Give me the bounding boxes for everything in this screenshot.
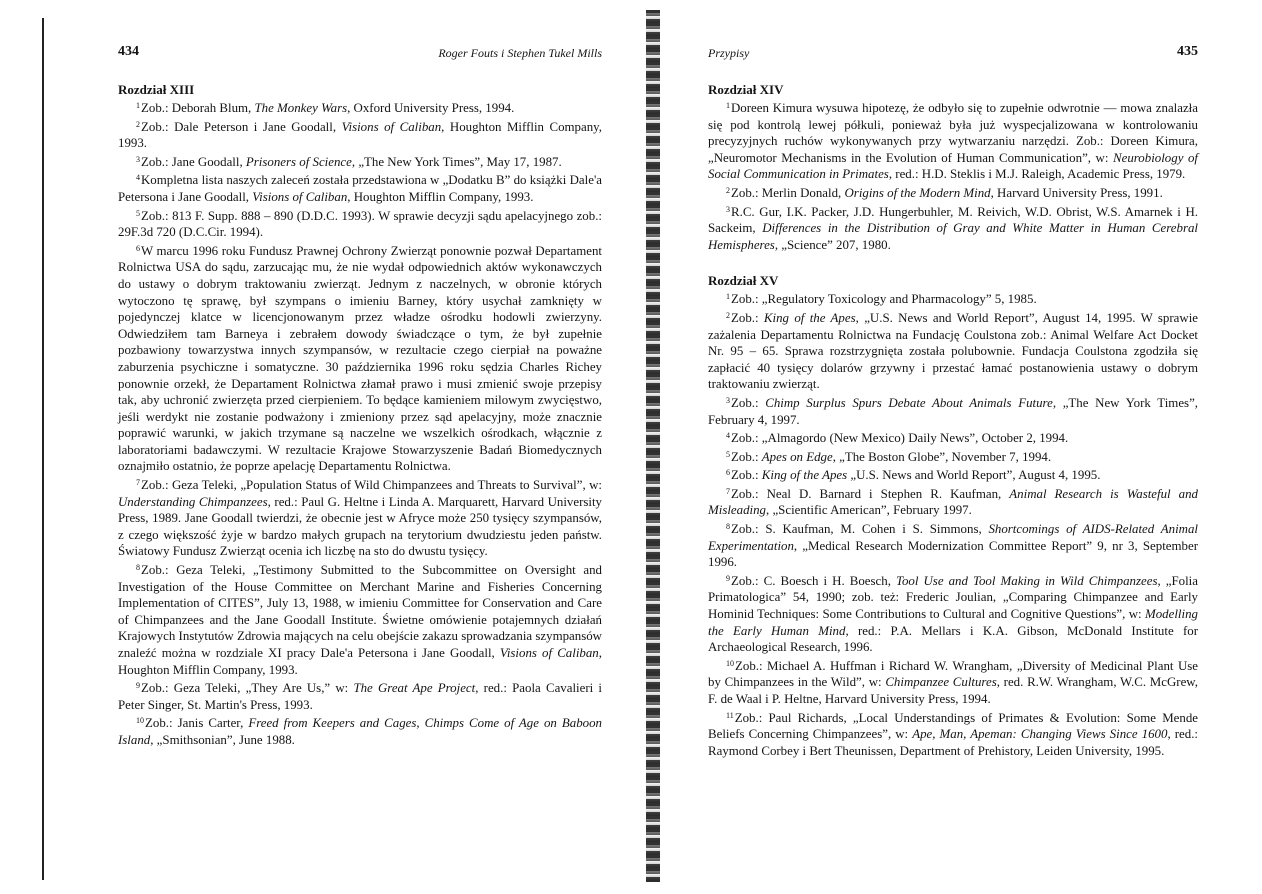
footnote-text: Zob.: S. Kaufman, M. Cohen i S. Simmons,	[731, 522, 989, 537]
footnote-text: , Houghton Mifflin Company, 1993.	[118, 646, 602, 677]
footnote-text: Zob.:	[731, 468, 762, 483]
footnote-text: Zob.: Dale Peterson i Jane Goodall,	[141, 119, 342, 134]
footnote-text: , red.: Raymond Corbey i Bert Theunissen, Department of Prehistory, Leiden University, 1995.	[708, 727, 1198, 758]
footnote-number: 3	[136, 154, 140, 164]
page-number: 434	[118, 44, 139, 59]
footnote-title-italic: Visions of Caliban	[499, 646, 599, 660]
footnote-number: 10	[136, 716, 144, 726]
footnote	[118, 152, 602, 171]
footnote-title-italic: Ape, Man, Apeman: Changing Views Since 1600	[912, 727, 1168, 742]
footnote	[118, 560, 602, 678]
footnote-text: , red. R.W. Wrangham, W.C. McGrew, F. de Waal i P. Heltne, Harvard University Press, 1994.	[708, 675, 1199, 706]
book-gutter-shadow	[646, 10, 660, 882]
footnote-title-italic: Prisoners of Science	[245, 154, 352, 169]
footnote-title-italic: The Monkey Wars	[254, 101, 348, 115]
footnote-text: , „U.S. News and World Report”, August 14, 1995. W sprawie zażalenia Departamentu Rolnictwa na Fundację Coulstona zob.: Animal Welfare Act Docket Nr. 95 – 65. Sprawa rozstrzygnięta została polubownie. Fundacja Coulstona zgodziła się zapłacić 40 tysięcy dolarów grzywny i przestać łamać postanowienia ustawy o dobrym traktowaniu zwierząt.	[708, 310, 1199, 392]
chapter-heading: Rozdział XV	[708, 273, 779, 289]
footnote-text: , Harvard University Press, 1991.	[990, 185, 1163, 200]
footnote-text: W marcu 1996 roku Fundusz Prawnej Ochrony Zwierząt ponownie pozwał Departament Rolnictwa USA do sądu, zarzucając mu, że nie wydał odpowiednich aktów wykonawczych do ustawy o dobrym traktowaniu zwierząt. Jednym z naczelnych, w obronie których wytoczono tę sprawę, był szympans o imieniu Barney, który usychał zamknięty w pojedynczej klatce w licencjonowanym przez władze ośrodku hodowli zwierzyny. Odwiedziłem tam Barneya i zebrałem dowody świadczące o tym, że był zupełnie pozbawiony towarzystwa innych szympansów, w rezultacie czego cierpiał na poważne zaburzenia psychiczne i somatyczne. 30 października 1996 roku sędzia Charles Richey ponownie orzekł, że Departament Rolnictwa złamał prawo i musi zmienić swoje przepisy tak, aby uchronić zwierzęta przed cierpieniem. To będące kamieniem milowym zwycięstwo, jeśli werdykt nie zostanie podważony i zmieniony przez sąd apelacyjny, może znacznie poprawić warunki, w jakich trzymane są naczelne we wszelkich ośrodkach, włącznie z laboratoriami badawczymi. W rezultacie Krajowe Stowarzyszenie Badań Biomedycznych oznajmiło ostatnio, że poprze apelację Departamentu Rolnictwa.	[118, 243, 602, 474]
footnote-text: , „The Boston Globe”, November 7, 1994.	[832, 449, 1052, 464]
footnote-text: , Oxford University Press, 1994.	[347, 101, 515, 115]
footnote-text: , „Medical Research Modernization Committee Report” 9, nr 3, September 1996.	[708, 538, 1198, 570]
footnote-text: , „The New York Times”, May 17, 1987.	[351, 154, 562, 169]
footnote-number: 9	[136, 681, 140, 691]
footnote-title-italic: Chimpanzee Cultures	[885, 675, 997, 690]
footnote-text: , red.: H.D. Steklis i M.J. Raleigh, Academic Press, 1979.	[888, 167, 1186, 182]
footnote-title-italic: The Great Ape Project	[353, 681, 476, 696]
footnote	[708, 308, 1198, 393]
footnote-title-italic: King of the Apes	[763, 310, 856, 325]
footnote-title-italic: Shortcomings of AIDS-Related Animal Experimentation	[708, 522, 1198, 553]
footnote-title-italic: Differences in the Distribution of Gray and White Matter in Human Cerebral Hemispheres	[708, 221, 1198, 252]
footnote-title-italic: Neurobiology of Social Communication in Primates	[708, 150, 1198, 182]
footnote	[118, 241, 602, 475]
right-page	[708, 44, 1198, 759]
scan-edge-line	[42, 18, 44, 880]
chapter-heading: Rozdział XIII	[118, 82, 195, 97]
footnote-number: 5	[726, 449, 730, 459]
footnote-text: Zob.: Geza Teleki, „They Are Us,” w:	[141, 681, 354, 696]
footnote-number: 7	[136, 478, 140, 488]
footnote	[118, 475, 602, 560]
footnote-number: 2	[726, 185, 730, 195]
footnote-list	[708, 98, 1198, 253]
footnote-text: Zob.: „Almagordo (New Mexico) Daily News”, October 2, 1994.	[731, 431, 1069, 446]
running-head: Przypisy	[708, 46, 750, 60]
footnote-number: 3	[726, 204, 730, 214]
footnote-text: Zob.: C. Boesch i H. Boesch,	[731, 573, 896, 588]
footnote-text: Kompletna lista naszych zaleceń została przedstawiona w „Dodatku B” do książki Dale'a Petersona i Jane Goodall,	[118, 173, 602, 204]
footnote-text: Zob.: Paul Richards, „Local Understandings of Primates & Evolution: Some Mende Beliefs Concerning Chimpanzees”, w:	[708, 710, 1198, 742]
footnote	[708, 465, 1198, 484]
footnote	[708, 428, 1198, 447]
footnote-number: 11	[726, 710, 734, 720]
footnote	[708, 289, 1198, 308]
footnote-text: Zob.: Geza Teleki, „Testimony Submitted to the Subcommittee on Oversight and Investigation of the House Committee on Merchant Marine and Fisheries Concerning Implementation of CITES”, July 13, 1988, w imieniu Committee for Conservation and Care of Chimpanzees and the Jane Goodall Institute. Świetne omówienie potajemnych działań Krajowych Instytutów Zdrowia mających na celu obejście zakazu sprowadzania szympansów znaleźć można w rozdziale XI pracy Dale'a Petersona i Jane Goodall,	[118, 563, 602, 660]
footnote-text: Zob.: Jane Goodall,	[141, 154, 246, 169]
footnote	[118, 170, 602, 205]
left-page-header	[118, 44, 602, 64]
page-number: 435	[1177, 44, 1198, 59]
footnote-text: R.C. Gur, I.K. Packer, J.D. Hungerbuhler, M. Reivich, W.D. Obrist, W.S. Amarnek i H. Sackeim,	[708, 204, 1198, 236]
footnote-number: 6	[136, 243, 140, 253]
footnote-title-italic: Tool Use and Tool Making in Wild Chimpanzees	[895, 573, 1158, 588]
footnote-title-italic: Freed from Keepers and Cages, Chimps Come of Age on Baboon Island	[118, 716, 602, 747]
footnote-title-italic: Chimp Surplus Spurs Debate About Animals Future	[765, 395, 1053, 410]
footnote-number: 1	[136, 101, 140, 110]
footnote-number: 9	[726, 573, 730, 583]
footnote	[708, 202, 1198, 254]
footnote-text: „U.S. News and World Report”, August 4, 1995.	[847, 468, 1101, 483]
footnote-number: 10	[726, 658, 734, 668]
footnote-text: Zob.: Merlin Donald,	[731, 185, 845, 200]
footnote-text: Zob.:	[731, 395, 766, 410]
left-page	[118, 44, 602, 749]
footnote-text: , „The New York Times”, February 4, 1997.	[708, 395, 1199, 427]
footnote-number: 6	[726, 468, 730, 478]
footnote-number: 1	[726, 292, 730, 302]
footnote-text: , „Science” 207, 1980.	[774, 237, 891, 252]
footnote-text: Doreen Kimura wysuwa hipotezę, że odbyło się to zupełnie odwrotnie — mowa znalazła się pod kontrolą lewej półkuli, ponieważ była już wyspecjalizowana w kontrolowaniu precyzyjnych ruchów wykonywanych przy wytwarzaniu narzędzi. Zob.: Doreen Kimura, „Neuromotor Mechanisms in the Evolution of Human Communication”, w:	[708, 101, 1198, 165]
footnote-text: Zob.: Geza Teleki, „Population Status of Wild Chimpanzees and Threats to Survival”, w:	[141, 478, 602, 493]
footnote-text: Zob.: Neal D. Barnard i Stephen R. Kaufman,	[731, 486, 1010, 501]
footnote-text: Zob.: „Regulatory Toxicology and Pharmacology” 5, 1985.	[731, 292, 1037, 307]
footnote	[118, 117, 602, 152]
footnote-number: 4	[136, 173, 140, 183]
footnote-text: Zob.: 813 F. Supp. 888 – 890 (D.D.C. 1993). W sprawie decyzji sądu apelacyjnego zob.: 29F.3d 720 (D.C.Cir. 1994).	[118, 208, 602, 240]
footnote-list	[118, 98, 602, 749]
footnote-title-italic: Animal Research is Wasteful and Misleading	[708, 486, 1198, 518]
footnote-text: Zob.: Michael A. Huffman i Richard W. Wrangham, „Diversity of Medicinal Plant Use by Chimpanzees in the Wild”, w:	[708, 658, 1198, 690]
footnote-title-italic: Apes on Edge	[761, 449, 833, 464]
footnote-title-italic: Modelling the Early Human Mind	[708, 607, 1198, 638]
footnote	[708, 571, 1198, 656]
footnote-number: 5	[136, 208, 140, 218]
right-page-header	[708, 44, 1198, 64]
footnote-number: 8	[726, 522, 730, 532]
footnote-number: 1	[726, 101, 730, 110]
footnote	[118, 206, 602, 241]
footnote-text: , red.: Paul G. Heltne i Linda A. Marquarett, Harvard University Press, 1989. Jane Goodall twierdzi, że obecnie jest w Afryce może 250 tysięcy szympansów, z czego większość żyje w bardzo małych grupach na terytorium dwudziestu jeden państw. Światowy Fundusz Zwierząt ocenia ich liczbę na sto do dwustu tysięcy.	[118, 494, 602, 559]
footnote	[708, 519, 1198, 571]
footnote	[708, 656, 1198, 708]
footnote-number: 8	[136, 563, 140, 573]
footnote-text: , „Smithsonian”, June 1988.	[150, 732, 295, 747]
footnote-text: Zob.:	[731, 449, 762, 464]
footnote-number: 3	[726, 395, 730, 405]
footnote-text: , „Folia Primatologica” 54, 1990; zob. też: Frederic Joulian, „Comparing Chimpanzee and Early Hominid Techniques: Some Contributions to Cultural and Cognitive Questions”, w:	[708, 573, 1198, 622]
footnote-title-italic: Visions of Caliban	[341, 119, 442, 134]
footnote	[708, 484, 1198, 519]
footnote-number: 4	[726, 431, 730, 441]
footnote-number: 2	[136, 119, 140, 129]
footnote-title-italic: Understanding Chimpanzees	[118, 494, 268, 509]
footnote-text: , red.: Paola Cavalieri i Peter Singer, St. Martin's Press, 1993.	[118, 681, 602, 712]
footnote-text: Zob.: Janis Carter,	[145, 716, 249, 731]
footnote-number: 7	[726, 486, 730, 496]
footnote	[708, 393, 1198, 428]
footnote-text: Zob.:	[731, 310, 764, 325]
footnote-number: 2	[726, 310, 730, 320]
footnote-text: , Houghton Mifflin Company, 1993.	[118, 119, 602, 151]
footnote	[708, 447, 1198, 466]
footnote-text: Zob.: Deborah Blum,	[141, 101, 255, 115]
footnote	[708, 98, 1198, 183]
footnote	[118, 98, 602, 117]
footnote-title-italic: King of the Apes	[761, 468, 848, 483]
footnote-list	[708, 289, 1198, 759]
footnote-text: , „Scientific American”, February 1997.	[766, 503, 972, 518]
chapter-heading: Rozdział XIV	[708, 82, 784, 97]
footnote-text: , red.: P.A. Mellars i K.A. Gibson, McDonald Institute for Archaeological Research, 1996.	[708, 623, 1198, 655]
footnote	[708, 183, 1198, 202]
footnote	[118, 713, 602, 748]
footnote-title-italic: Visions of Caliban	[252, 189, 348, 204]
running-head: Roger Fouts i Stephen Tukel Mills	[438, 46, 602, 60]
footnote-title-italic: Origins of the Modern Mind	[844, 185, 991, 200]
footnote-text: , Houghton Mifflin Company, 1993.	[347, 189, 534, 204]
footnote	[118, 678, 602, 713]
footnote	[708, 708, 1198, 760]
